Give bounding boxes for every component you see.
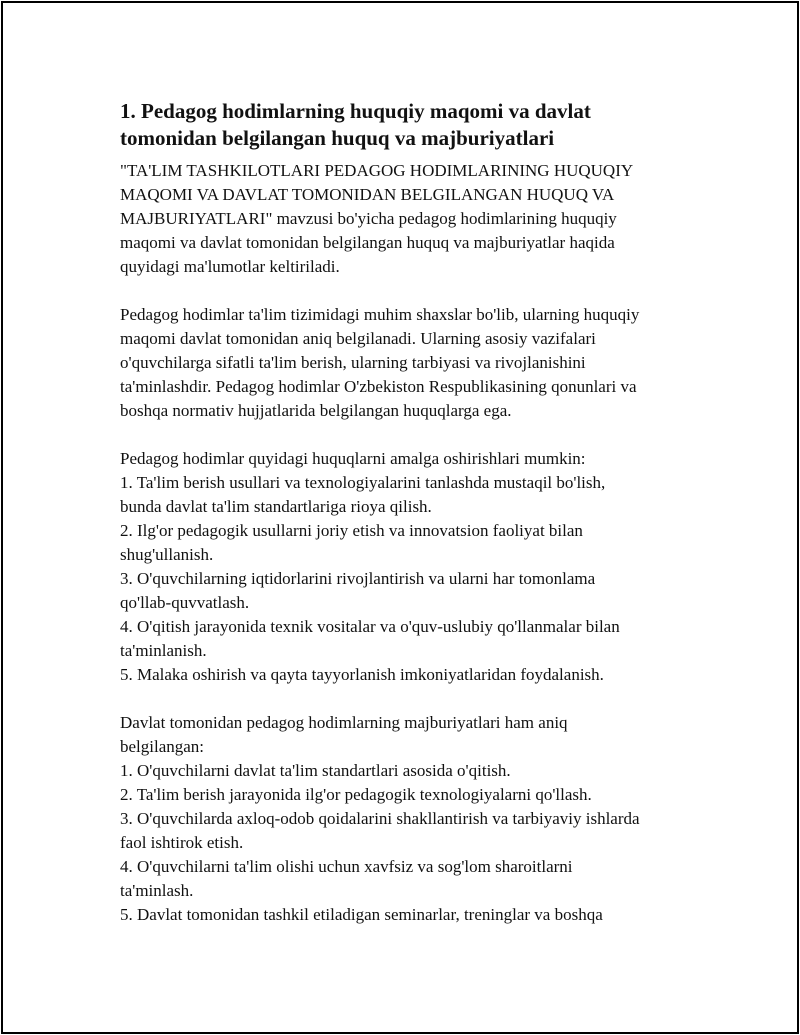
paragraph-gap [120,279,710,303]
text-line: ta'minlashdir. Pedagog hodimlar O'zbekiston Respublikasining qonunlari va [120,377,637,396]
text-line: bunda davlat ta'lim standartlariga rioya qilish. [120,497,432,516]
legal-status-paragraph [120,303,710,423]
paragraph-gap [120,687,710,711]
document-body [120,98,710,927]
text-line: Davlat tomonidan pedagog hodimlarning majburiyatlari ham aniq [120,713,568,732]
paragraph-gap [120,423,710,447]
text-line: o'quvchilarga sifatli ta'lim berish, ularning tarbiyasi va rivojlanishini [120,353,586,372]
heading-line: tomonidan belgilangan huquq va majburiyatlari [120,126,555,150]
list-item: 3. O'quvchilarning iqtidorlarini rivojlantirish va ularni har tomonlama [120,569,596,588]
text-line: Pedagog hodimlar quyidagi huquqlarni amalga oshirishlari mumkin: [120,449,586,468]
text-line: boshqa normativ hujjatlarida belgilangan huquqlarga ega. [120,401,512,420]
page-frame [1,1,799,1034]
text-line: maqomi va davlat tomonidan belgilangan huquq va majburiyatlar haqida [120,233,615,252]
text-line: qo'llab-quvvatlash. [120,593,250,612]
text-line: belgilangan: [120,737,205,756]
list-item: 5. Malaka oshirish va qayta tayyorlanish imkoniyatlaridan foydalanish. [120,665,604,684]
list-item: 4. O'quvchilarni ta'lim olishi uchun xavfsiz va sog'lom sharoitlarni [120,857,573,876]
list-item: 3. O'quvchilarda axloq-odob qoidalarini shakllantirish va tarbiyaviy ishlarda [120,809,640,828]
text-line: "TA'LIM TASHKILOTLARI PEDAGOG HODIMLARINING HUQUQIY [120,161,634,180]
duties-list [120,711,710,927]
text-line: maqomi davlat tomonidan aniq belgilanadi. Ularning asosiy vazifalari [120,329,596,348]
rights-list [120,447,710,687]
list-item: 5. Davlat tomonidan tashkil etiladigan seminarlar, treninglar va boshqa [120,905,603,924]
list-item: 1. O'quvchilarni davlat ta'lim standartlari asosida o'qitish. [120,761,511,780]
list-item: 4. O'qitish jarayonida texnik vositalar va o'quv-uslubiy qo'llanmalar bilan [120,617,620,636]
list-item: 2. Ta'lim berish jarayonida ilg'or pedagogik texnologiyalarni qo'llash. [120,785,592,804]
text-line: MAJBURIYATLARI" mavzusi bo'yicha pedagog hodimlarining huquqiy [120,209,617,228]
text-line: shug'ullanish. [120,545,214,564]
section-heading [120,98,710,152]
text-line: MAQOMI VA DAVLAT TOMONIDAN BELGILANGAN HUQUQ VA [120,185,615,204]
list-item: 2. Ilg'or pedagogik usullarni joriy etish va innovatsion faoliyat bilan [120,521,583,540]
heading-line: 1. Pedagog hodimlarning huquqiy maqomi va davlat [120,99,591,123]
text-line: faol ishtirok etish. [120,833,244,852]
text-line: quyidagi ma'lumotlar keltiriladi. [120,257,340,276]
intro-paragraph [120,159,710,279]
text-line: ta'minlash. [120,881,194,900]
text-line: ta'minlanish. [120,641,207,660]
text-line: Pedagog hodimlar ta'lim tizimidagi muhim shaxslar bo'lib, ularning huquqiy [120,305,640,324]
list-item: 1. Ta'lim berish usullari va texnologiyalarini tanlashda mustaqil bo'lish, [120,473,606,492]
